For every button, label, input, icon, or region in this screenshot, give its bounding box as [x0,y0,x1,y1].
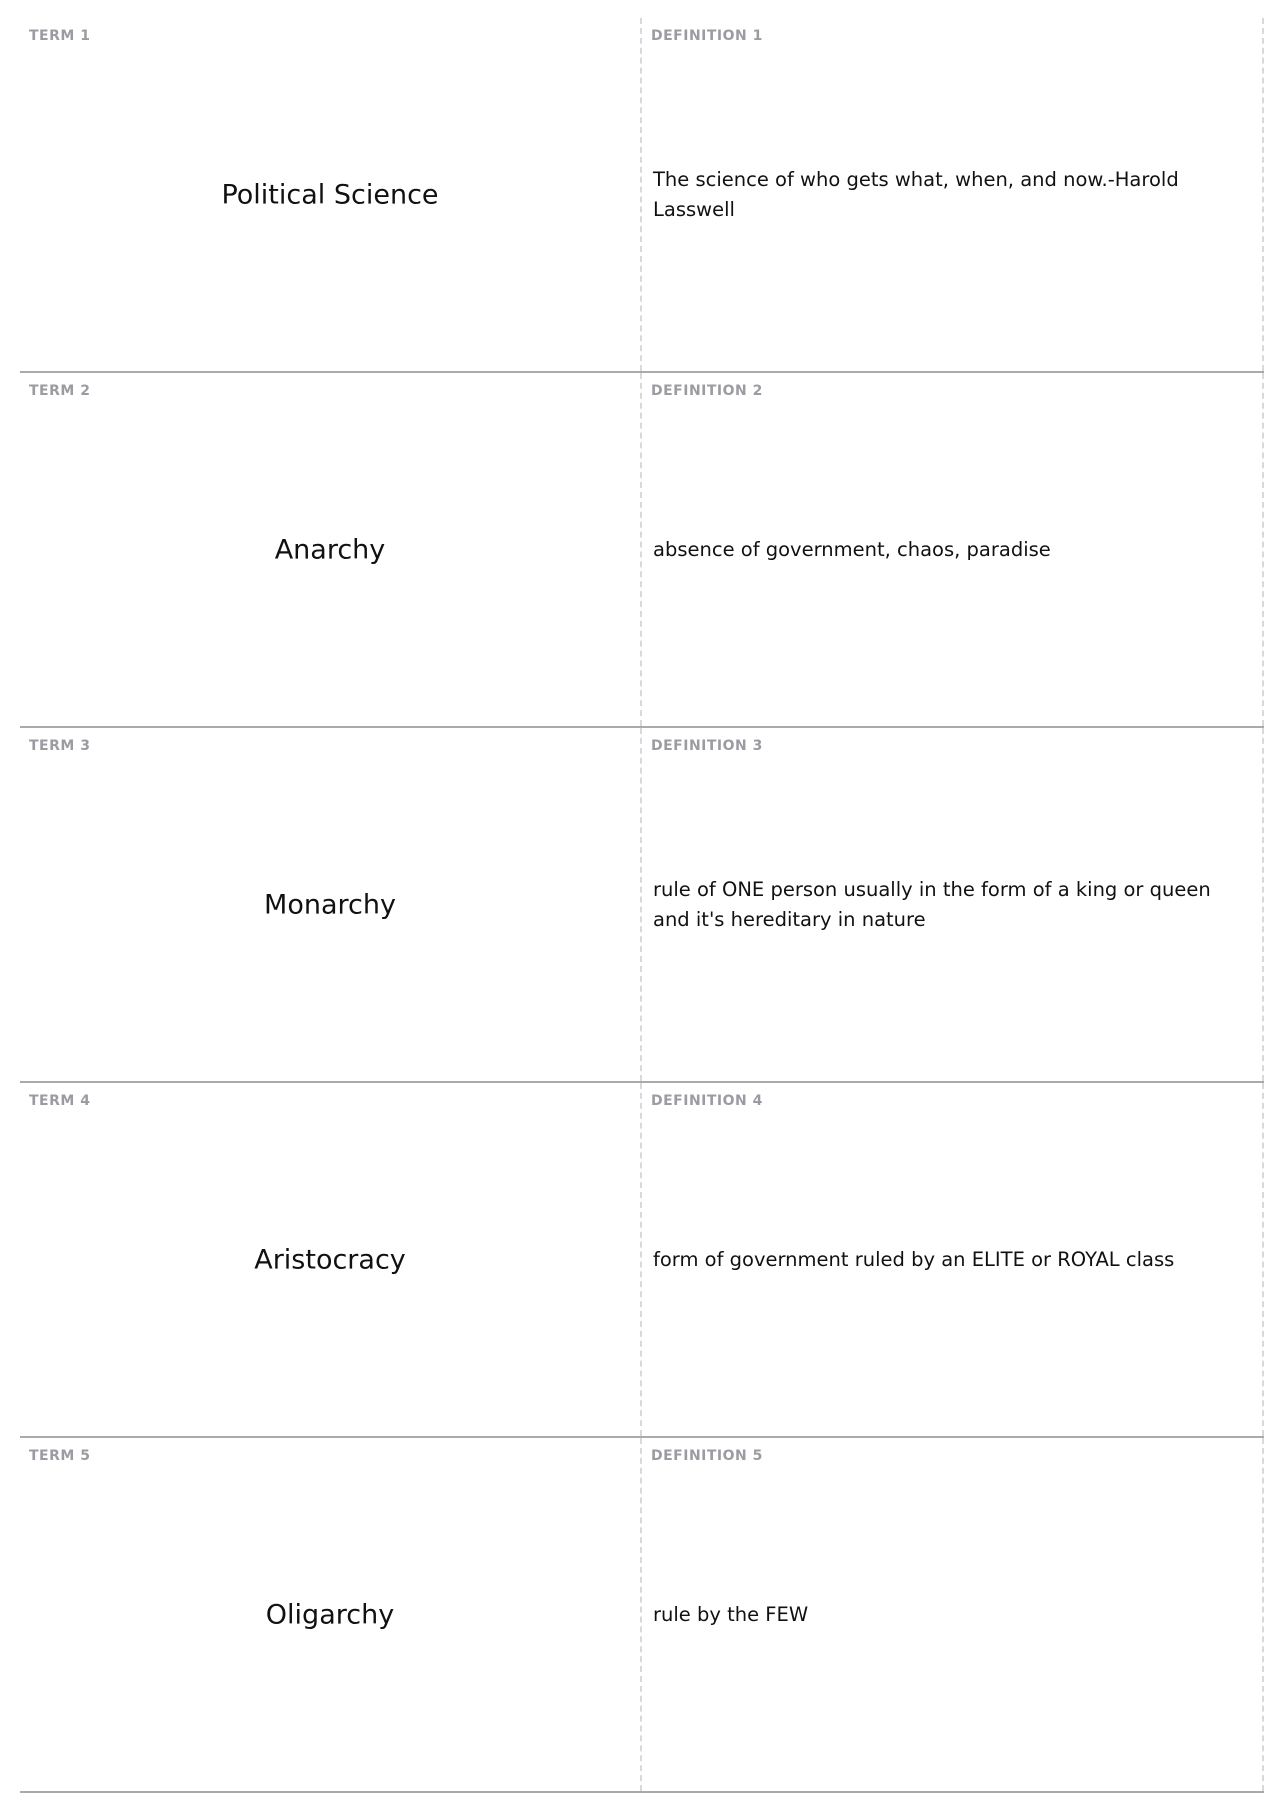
term-label: TERM 1 [29,28,91,44]
definition-text: absence of government, chaos, paradise [653,537,1051,561]
term-cell [20,1438,642,1791]
flashcard-row [20,728,1264,1083]
definition-cell [642,373,1264,726]
flashcard-row [20,18,1264,373]
definition-cell [642,728,1264,1081]
definition-label: DEFINITION 2 [651,383,763,399]
term-label: TERM 2 [29,383,91,399]
definition-cell [642,1438,1264,1791]
term-text: Anarchy [274,534,386,565]
term-text: Aristocracy [254,1244,406,1275]
definition-label: DEFINITION 1 [651,28,763,44]
term-cell [20,373,642,726]
definition-label: DEFINITION 3 [651,738,763,754]
flashcard-row [20,373,1264,728]
term-text: Political Science [221,179,439,210]
definition-cell [642,18,1264,371]
term-cell [20,728,642,1081]
definition-label: DEFINITION 5 [651,1448,763,1464]
definition-text: rule by the FEW [653,1602,809,1626]
definition-text: form of government ruled by an ELITE or ROYAL class [653,1247,1175,1271]
flashcard-row [20,1083,1264,1438]
term-cell [20,1083,642,1436]
flashcard-row [20,1438,1264,1793]
flashcard-sheet [20,18,1264,1793]
definition-text: rule of ONE person usually in the form of a king or queen and it's hereditary in nature [653,877,1211,931]
term-label: TERM 5 [29,1448,91,1464]
definition-label: DEFINITION 4 [651,1093,763,1109]
term-cell [20,18,642,371]
term-label: TERM 3 [29,738,91,754]
definition-text: The science of who gets what, when, and now.-Harold Lasswell [653,167,1179,221]
definition-cell [642,1083,1264,1436]
term-label: TERM 4 [29,1093,91,1109]
term-text: Monarchy [264,889,396,920]
term-text: Oligarchy [265,1599,395,1630]
